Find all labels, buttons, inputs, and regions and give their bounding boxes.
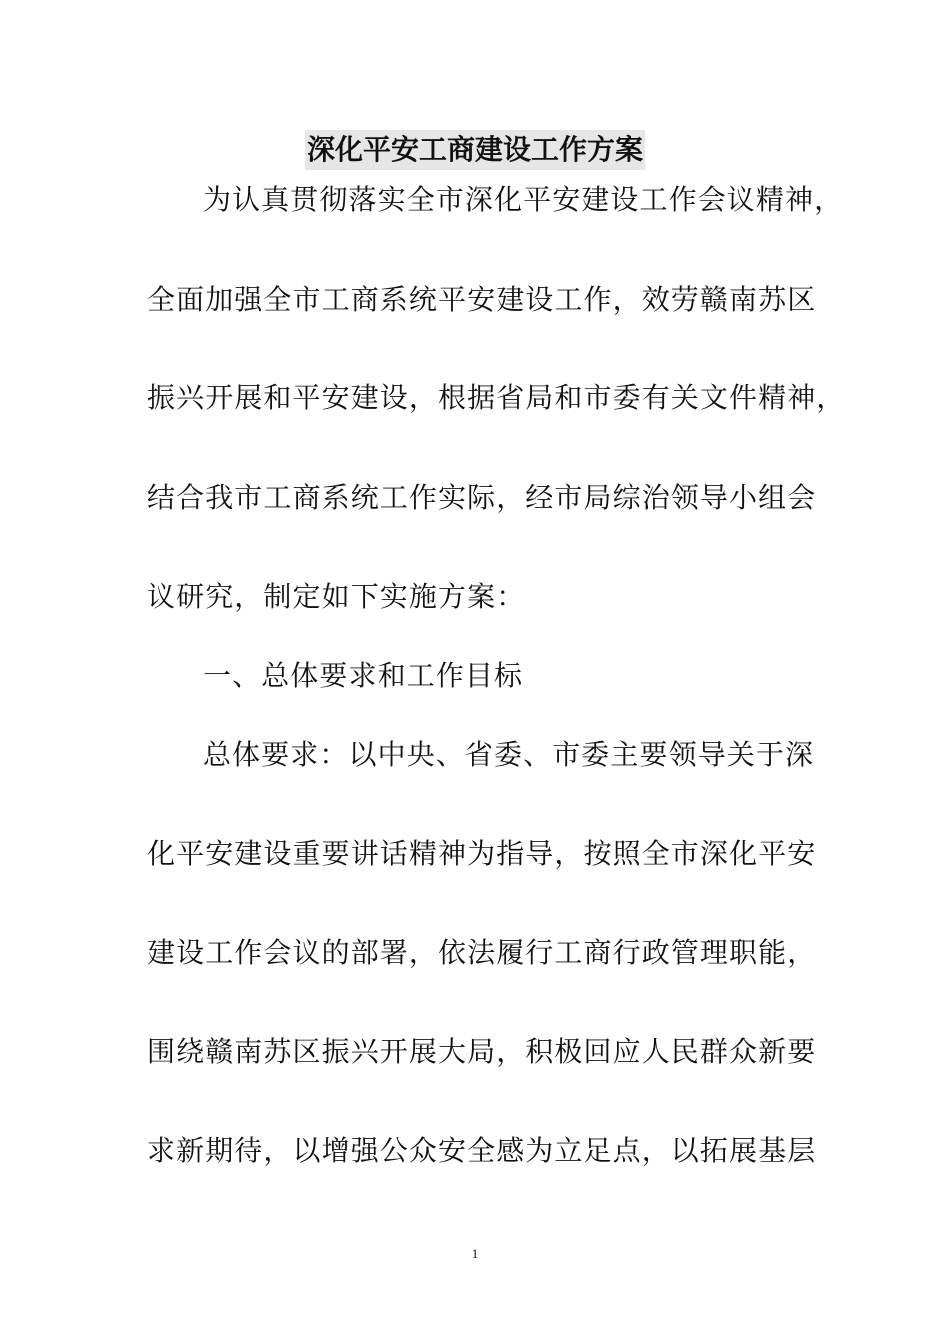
paragraph-line: 全面加强全市工商系统平安建设工作，效劳赣南苏区 xyxy=(147,283,817,316)
paragraph-line: 求新期待，以增强公众安全感为立足点，以拓展基层 xyxy=(147,1134,817,1167)
paragraph-line: 围绕赣南苏区振兴开展大局，积极回应人民群众新要 xyxy=(147,1035,817,1068)
paragraph-line: 为认真贯彻落实全市深化平安建设工作会议精神， xyxy=(203,183,844,216)
title-container xyxy=(0,130,950,170)
document-title: 深化平安工商建设工作方案 xyxy=(305,130,645,170)
paragraph-line: 振兴开展和平安建设，根据省局和市委有关文件精神， xyxy=(147,381,846,414)
paragraph-line: 建设工作会议的部署，依法履行工商行政管理职能， xyxy=(147,936,817,969)
paragraph-line: 总体要求：以中央、省委、市委主要领导关于深 xyxy=(203,738,815,771)
section-heading: 一、总体要求和工作目标 xyxy=(203,659,524,692)
page-number: 1 xyxy=(471,1246,479,1261)
paragraph-line: 议研究，制定如下实施方案： xyxy=(147,580,526,613)
paragraph-line: 化平安建设重要讲话精神为指导，按照全市深化平安 xyxy=(147,837,817,870)
paragraph-line: 结合我市工商系统工作实际，经市局综治领导小组会 xyxy=(147,481,817,514)
